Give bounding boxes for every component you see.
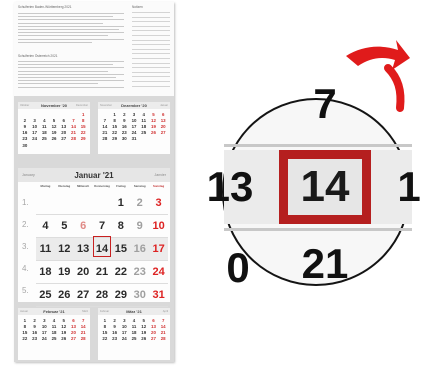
mini-day: 21 (80, 329, 86, 335)
day-cell: 27 (77, 289, 90, 301)
highlighted-day: 14 (300, 162, 350, 211)
mini-day: 25 (141, 130, 147, 136)
mini-day: 7 (161, 317, 165, 323)
mini-day: 27 (61, 136, 67, 142)
weekday-label: Freitag (116, 184, 126, 188)
notes-lines (132, 12, 170, 90)
mini-day: 12 (141, 323, 147, 329)
zoom-day-bottom: 21 (301, 240, 349, 287)
mini-day: 1 (23, 317, 27, 323)
mini-day: 26 (51, 136, 57, 142)
mini-day: 20 (151, 329, 156, 335)
mini-day: 2 (23, 117, 27, 123)
mini-day: 9 (113, 323, 116, 329)
mini-day: 19 (151, 123, 156, 129)
mini-day: 7 (103, 117, 107, 123)
mini-day: 14 (102, 123, 108, 129)
mini-day: 16 (112, 329, 118, 335)
magnifier-lens (206, 80, 421, 291)
mini-week-row (100, 329, 168, 335)
mini-day: 8 (113, 117, 116, 123)
mini-day: 11 (41, 123, 47, 129)
mini-day: 4 (52, 317, 56, 323)
mini-day: 25 (51, 336, 57, 342)
mini-day: 5 (142, 317, 145, 323)
holiday-title-de: Schulferien Baden-Württemberg 2021 (18, 5, 72, 9)
mini-week-row (20, 317, 88, 323)
weekday-row (36, 184, 168, 188)
mini-grid (100, 317, 168, 342)
mini-day: 10 (121, 323, 127, 329)
mini-day: 28 (102, 136, 108, 142)
week-number: 2. (22, 220, 29, 229)
mini-day: 18 (131, 329, 137, 335)
mini-day: 12 (61, 323, 67, 329)
weekday-label: Sonntag (152, 184, 165, 188)
mini-day: 6 (161, 111, 165, 117)
mini-day: 27 (160, 130, 166, 136)
mini-day: 18 (41, 130, 47, 136)
zoom-day-partial-right: 1 (397, 163, 421, 210)
day-cell: 23 (133, 266, 146, 278)
mini-day: 3 (33, 117, 36, 123)
day-cell: 12 (58, 243, 71, 255)
red-arrow-icon (340, 28, 410, 118)
mini-day: 2 (33, 317, 36, 323)
mini-day: 19 (51, 130, 57, 136)
mini-day: 9 (23, 123, 27, 129)
day-cell: 3 (155, 197, 162, 209)
mini-day: 13 (151, 323, 156, 329)
mini-day: 27 (71, 336, 76, 342)
mini-next-label: März (82, 309, 88, 313)
mini-prev-label: Oktober (20, 103, 30, 107)
mini-day: 16 (22, 130, 28, 136)
mini-week-row (20, 323, 88, 329)
day-cell: 10 (152, 220, 165, 232)
mini-day: 28 (80, 336, 86, 342)
day-cell: 6 (80, 220, 87, 232)
weekday-label: Montag (40, 184, 51, 188)
mini-day: 1 (81, 111, 85, 117)
zoom-day-partial-left: 13 (206, 163, 254, 210)
day-cell: 29 (114, 289, 127, 301)
mini-day: 22 (80, 130, 86, 136)
mini-day: 18 (141, 123, 147, 129)
mini-day: 4 (142, 111, 145, 117)
mini-day: 6 (72, 317, 75, 323)
day-cell: 24 (152, 266, 165, 278)
mini-week-row (100, 323, 168, 329)
mini-day: 21 (71, 130, 76, 136)
holiday-table-de (18, 13, 124, 45)
mini-day: 23 (112, 336, 118, 342)
week-row (36, 284, 168, 307)
mini-day: 20 (71, 329, 76, 335)
mini-day: 22 (102, 336, 108, 342)
mini-day: 8 (103, 323, 107, 329)
mini-prev-label: Januar (20, 309, 28, 313)
holiday-sheet (14, 2, 174, 96)
day-cell: 5 (61, 220, 68, 232)
mini-next-label: April (162, 309, 168, 313)
day-cell: 17 (152, 243, 165, 255)
day-cell: 4 (42, 220, 49, 232)
day-cell: 9 (136, 220, 143, 232)
day-cell: 1 (117, 197, 124, 209)
mini-day: 9 (33, 323, 36, 329)
mini-week-row (20, 336, 88, 342)
mini-month-december (98, 102, 170, 154)
day-cell: 20 (77, 266, 90, 278)
mini-day: 15 (22, 329, 28, 335)
day-cell: 21 (95, 266, 109, 278)
mini-day: 4 (132, 317, 136, 323)
mini-day: 17 (131, 123, 137, 129)
day-cell: 15 (114, 243, 127, 255)
mini-week-row (100, 142, 168, 148)
day-cell: 14 (95, 243, 109, 255)
mini-day: 27 (151, 336, 156, 342)
mini-day: 2 (123, 111, 126, 117)
mini-next-label: Januar (160, 103, 168, 107)
mini-month-february (18, 308, 90, 360)
mini-day: 10 (131, 117, 137, 123)
mini-day: 28 (160, 336, 166, 342)
mini-day: 3 (43, 317, 46, 323)
holiday-table-at (18, 61, 124, 90)
wall-calendar (14, 2, 174, 362)
weekday-label: Mittwoch (77, 184, 90, 188)
mini-day: 19 (141, 329, 147, 335)
mini-month-march (98, 308, 170, 360)
day-cell: 16 (133, 243, 146, 255)
week-number: 3. (22, 242, 29, 251)
day-cell: 26 (58, 289, 71, 301)
mini-week-row (20, 117, 88, 123)
mini-day: 15 (112, 123, 118, 129)
mini-day: 10 (32, 123, 38, 129)
mini-day: 17 (41, 329, 47, 335)
mini-day: 14 (71, 123, 76, 129)
zoom-row-line (224, 228, 412, 231)
mini-day: 15 (102, 329, 108, 335)
weekday-label: Donnerstag (94, 184, 110, 188)
weekday-label: Dienstag (58, 184, 71, 188)
mini-month-title: März '21 (126, 309, 142, 314)
mini-day: 20 (160, 123, 166, 129)
day-cell: 22 (114, 266, 127, 278)
mini-day: 10 (41, 323, 47, 329)
week-row (36, 261, 168, 284)
mini-day: 6 (62, 117, 65, 123)
mini-day: 14 (160, 323, 166, 329)
mini-day: 11 (141, 117, 147, 123)
mini-day: 3 (132, 111, 136, 117)
main-month-title: Januar '21 (74, 171, 114, 180)
mini-grid (100, 111, 168, 148)
mini-day: 1 (113, 111, 116, 117)
mini-day: 26 (61, 336, 67, 342)
main-prev-label: January (22, 173, 35, 177)
week-row (36, 192, 168, 215)
mini-day: 19 (61, 329, 67, 335)
mini-day: 2 (113, 317, 116, 323)
magnified-view (206, 80, 421, 291)
mini-month-november (18, 102, 90, 154)
mini-day: 31 (131, 136, 137, 142)
mini-day: 30 (22, 142, 28, 148)
day-cell: 7 (98, 220, 106, 232)
mini-grid (20, 317, 88, 342)
mini-month-title: November '20 (40, 103, 68, 108)
mini-week-row (20, 329, 88, 335)
day-cell: 18 (39, 266, 52, 278)
mini-day: 22 (22, 336, 28, 342)
zoom-day-partial-bottom-left: 0 (226, 244, 250, 291)
day-cell: 30 (133, 289, 146, 301)
zoom-day-partial-top: 7 (313, 80, 337, 127)
mini-day: 5 (152, 111, 155, 117)
mini-day: 12 (51, 123, 57, 129)
mini-day: 23 (121, 130, 127, 136)
day-cell: 31 (152, 289, 165, 301)
mini-week-row (100, 130, 168, 136)
mini-week-row (20, 130, 88, 136)
mini-day: 29 (112, 136, 118, 142)
mini-day: 16 (32, 329, 38, 335)
mini-day: 8 (23, 323, 27, 329)
mini-day: 3 (123, 317, 126, 323)
mini-day: 6 (152, 317, 155, 323)
main-month-january (18, 168, 170, 302)
main-month-header (18, 168, 170, 182)
mini-day: 11 (51, 323, 57, 329)
week-number-column (20, 192, 34, 302)
notes-label: Notizen (132, 5, 143, 9)
mini-day: 26 (141, 336, 147, 342)
day-cell: 19 (58, 266, 71, 278)
mini-day: 22 (112, 130, 118, 136)
main-next-label: Janvier (154, 173, 166, 177)
holiday-title-at: Schulferien Österreich 2021 (18, 54, 58, 58)
mini-day: 21 (160, 329, 166, 335)
day-cell: 8 (117, 220, 124, 232)
mini-day: 11 (131, 323, 137, 329)
mini-day: 12 (151, 117, 156, 123)
zoom-row-line (224, 144, 412, 147)
mini-day: 15 (80, 123, 86, 129)
mini-day: 14 (80, 323, 86, 329)
mini-day: 24 (41, 336, 47, 342)
mini-week-row (20, 142, 88, 148)
mini-prev-label: Februar (100, 309, 110, 313)
week-row (36, 215, 168, 238)
day-cell: 2 (136, 197, 143, 209)
today-marker (93, 236, 111, 257)
mini-day: 29 (80, 136, 86, 142)
mini-day: 24 (131, 130, 137, 136)
mini-week-row (100, 336, 168, 342)
mini-day: 13 (61, 123, 67, 129)
mini-day: 17 (32, 130, 38, 136)
mini-day: 26 (151, 130, 156, 136)
mini-day: 9 (123, 117, 126, 123)
mini-day: 21 (102, 130, 108, 136)
mini-day: 23 (22, 136, 28, 142)
mini-day: 24 (32, 136, 38, 142)
mini-day: 16 (121, 123, 127, 129)
mini-day: 13 (71, 323, 76, 329)
mini-prev-label: November (100, 103, 112, 107)
mini-day: 25 (41, 136, 47, 142)
mini-day: 30 (121, 136, 127, 142)
mini-day: 5 (52, 117, 56, 123)
week-number: 1. (22, 198, 29, 207)
week-number: 5. (22, 286, 29, 295)
mini-next-label: Dezember (76, 103, 88, 107)
mini-day: 25 (131, 336, 137, 342)
mini-month-title: Dezember '20 (121, 103, 147, 108)
mini-day: 23 (32, 336, 38, 342)
mini-day: 5 (62, 317, 65, 323)
mini-day: 28 (71, 136, 76, 142)
weekday-label: Samstag (133, 184, 146, 188)
mini-week-row (20, 136, 88, 142)
day-cell: 13 (77, 243, 90, 255)
day-cell: 11 (39, 243, 52, 255)
mini-week-row (100, 317, 168, 323)
mini-day: 1 (103, 317, 107, 323)
mini-day: 17 (121, 329, 127, 335)
mini-week-row (20, 123, 88, 129)
mini-week-row (100, 111, 168, 117)
week-number: 4. (22, 264, 29, 273)
mini-day: 20 (61, 130, 67, 136)
day-cell: 25 (39, 289, 52, 301)
mini-grid (20, 111, 88, 148)
mini-day: 4 (43, 117, 46, 123)
mini-day: 18 (51, 329, 57, 335)
mini-day: 13 (160, 117, 166, 123)
mini-week-row (100, 123, 168, 129)
mini-month-title: Februar '21 (43, 309, 65, 314)
mini-day: 8 (81, 117, 85, 123)
mini-day: 7 (81, 317, 85, 323)
day-cell: 28 (95, 289, 109, 301)
mini-day: 7 (72, 117, 75, 123)
mini-week-row (100, 117, 168, 123)
mini-day: 24 (121, 336, 127, 342)
